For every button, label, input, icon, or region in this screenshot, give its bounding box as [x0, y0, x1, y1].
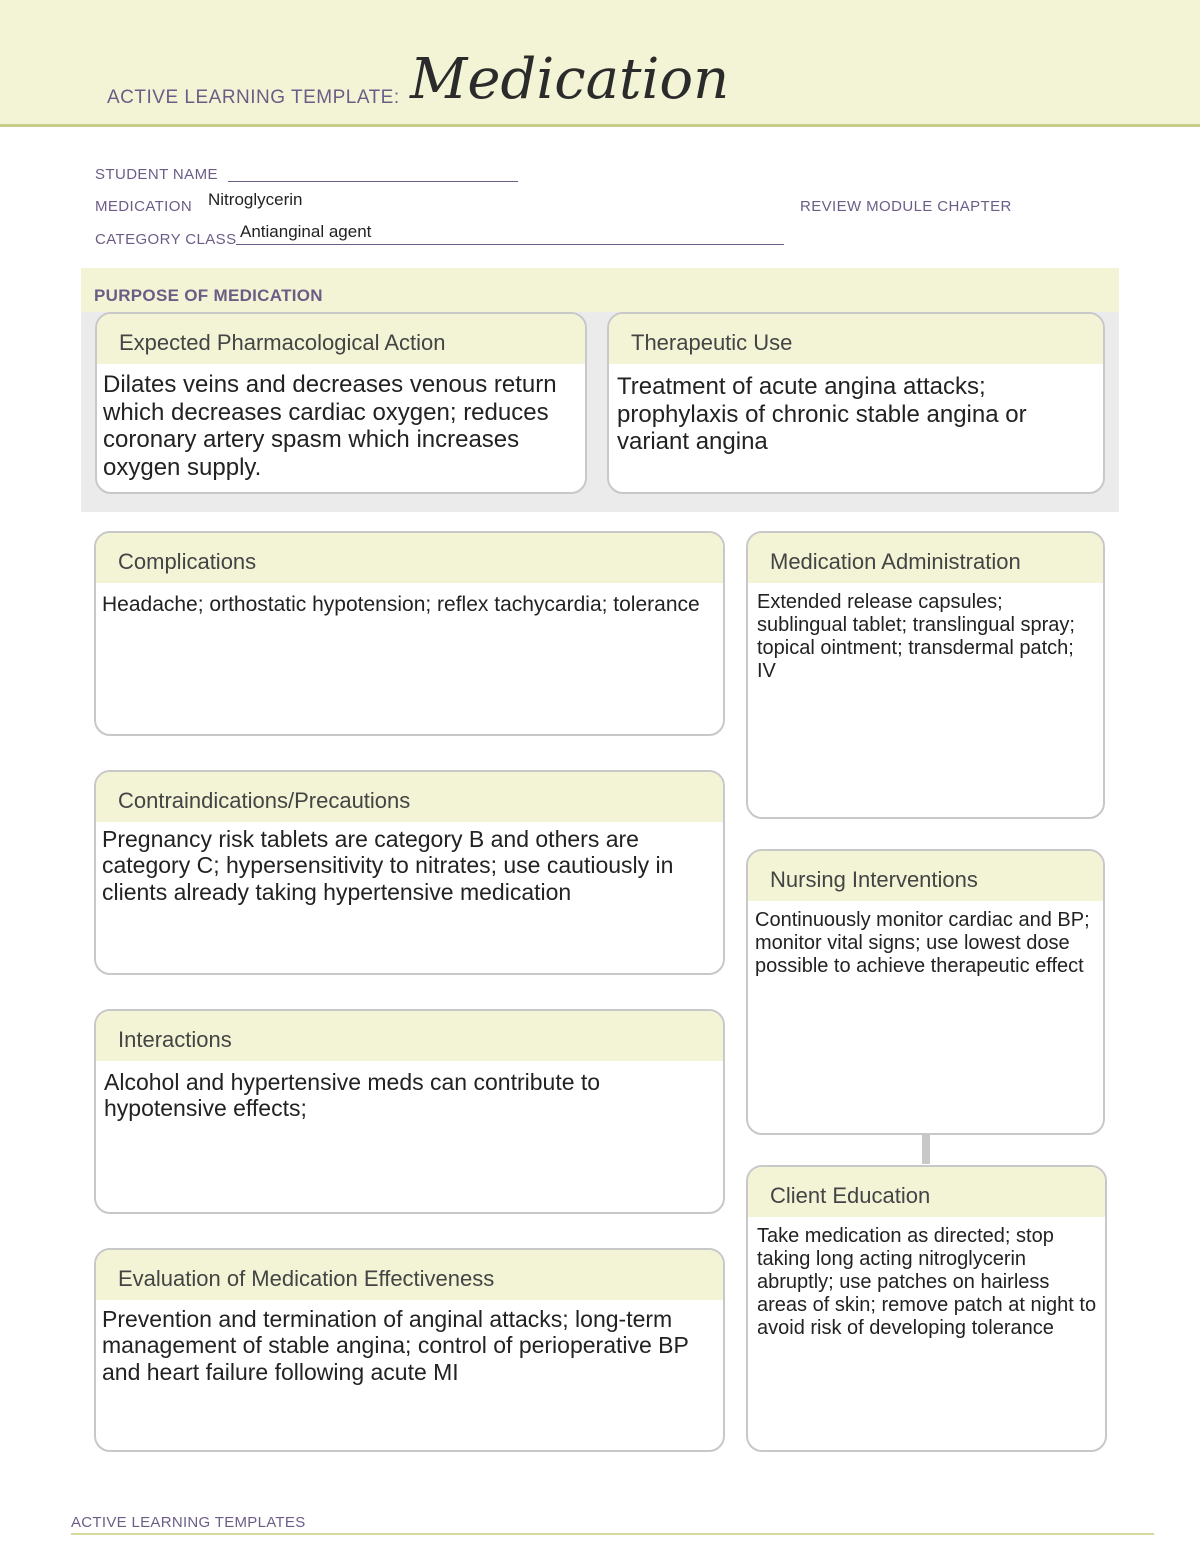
therapeutic-use-text[interactable]: Treatment of acute angina attacks; prophylaxis of chronic stable angina or variant angina — [617, 373, 1027, 456]
interactions-box — [94, 1009, 725, 1214]
evaluation-text[interactable]: Prevention and termination of anginal attacks; long-term management of stable angina; control of perioperative BP and heart failure following acute MI — [102, 1306, 689, 1385]
contraindications-title: Contraindications/Precautions — [96, 772, 723, 822]
nursing-interventions-box — [746, 849, 1105, 1135]
client-education-box — [746, 1165, 1107, 1452]
student-name-line — [228, 181, 518, 182]
purpose-title: PURPOSE OF MEDICATION — [94, 286, 323, 305]
expected-action-title: Expected Pharmacological Action — [97, 314, 585, 364]
category-class-line — [236, 244, 784, 245]
template-label: ACTIVE LEARNING TEMPLATE: — [107, 87, 400, 108]
nursing-interventions-text[interactable]: Continuously monitor cardiac and BP; monitor vital signs; use lowest dose possible to achieve therapeutic effect — [755, 909, 1090, 977]
footer-line — [71, 1533, 1154, 1535]
administration-text[interactable]: Extended release capsules; sublingual tablet; translingual spray; topical ointment; transdermal patch; IV — [757, 591, 1075, 682]
nursing-interventions-title: Nursing Interventions — [748, 851, 1103, 901]
interactions-text[interactable]: Alcohol and hypertensive meds can contribute to hypotensive effects; — [104, 1069, 601, 1122]
interactions-title: Interactions — [96, 1011, 723, 1061]
page-title: Medication — [410, 47, 730, 112]
connector-bar — [922, 1134, 930, 1164]
complications-box — [94, 531, 725, 736]
administration-box — [746, 531, 1105, 819]
medication-label: MEDICATION — [95, 198, 193, 215]
review-module-label: REVIEW MODULE CHAPTER — [800, 198, 1012, 215]
medication-field[interactable]: Nitroglycerin — [208, 190, 303, 209]
evaluation-box — [94, 1248, 725, 1452]
therapeutic-use-box — [607, 312, 1105, 494]
evaluation-title: Evaluation of Medication Effectiveness — [96, 1250, 723, 1300]
client-education-title: Client Education — [748, 1167, 1105, 1217]
expected-action-box — [95, 312, 587, 494]
footer-text: ACTIVE LEARNING TEMPLATES — [71, 1514, 306, 1531]
contraindications-box — [94, 770, 725, 975]
administration-title: Medication Administration — [748, 533, 1103, 583]
therapeutic-use-title: Therapeutic Use — [609, 314, 1103, 364]
student-name-label: STUDENT NAME — [95, 166, 218, 183]
category-class-field[interactable]: Antianginal agent — [240, 222, 372, 241]
complications-title: Complications — [96, 533, 723, 583]
category-class-label: CATEGORY CLASS — [95, 231, 237, 248]
purpose-header — [81, 268, 1119, 312]
complications-text[interactable]: Headache; orthostatic hypotension; reflex tachycardia; tolerance — [102, 593, 700, 616]
contraindications-text[interactable]: Pregnancy risk tablets are category B and others are category C; hypersensitivity to nitrates; use cautiously in clients already taking hypertensive medication — [102, 826, 674, 905]
expected-action-text[interactable]: Dilates veins and decreases venous return which decreases cardiac oxygen; reduces coronary artery spasm which increases oxygen supply. — [103, 371, 557, 481]
client-education-text[interactable]: Take medication as directed; stop taking long acting nitroglycerin abruptly; use patches on hairless areas of skin; remove patch at night to avoid risk of developing tolerance — [757, 1225, 1097, 1339]
